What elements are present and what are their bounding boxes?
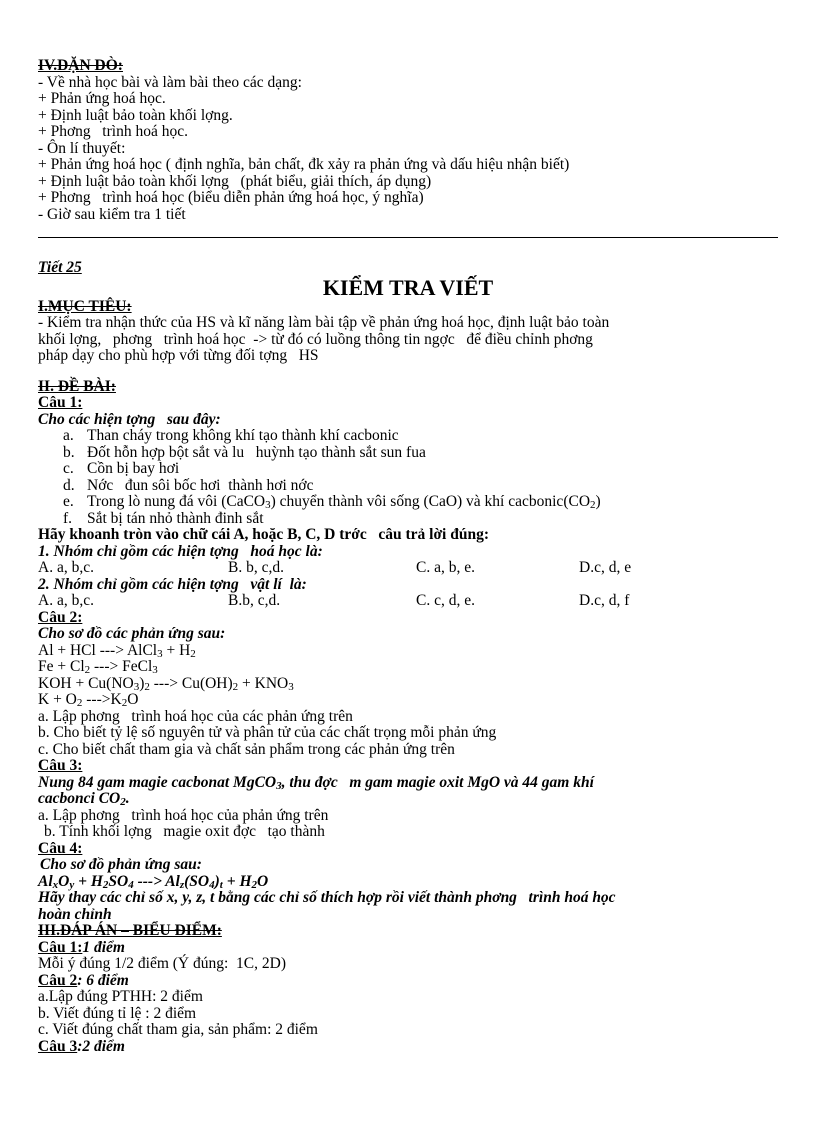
- list-item: b. Đốt hỗn hợp bột sắt và lu huỳnh tạo thành sắt sun fua: [63, 443, 426, 461]
- text-line: pháp dạy cho phù hợp với từng đối tợng HS: [38, 347, 319, 364]
- option-b: B. b, c,d.: [228, 559, 284, 576]
- section-ii-heading: II. ĐỀ BÀI:: [38, 377, 116, 395]
- answer-2-label: Câu 2: 6 điểm: [38, 971, 129, 989]
- text-line: c. Cho biết chất tham gia và chất sản phẩm trong các phản ứng trên: [38, 740, 455, 758]
- question-2-label: Câu 2:: [38, 608, 83, 626]
- answer-3-label: Câu 3:2 điểm: [38, 1037, 125, 1055]
- text-line: c. Viết đúng chất tham gia, sản phẩm: 2 điểm: [38, 1021, 318, 1038]
- equation: Al + HCl ---> AlCl$_3$ + $H_2$: [38, 641, 196, 660]
- text-line: a. Lập phơng trình hoá học của các phản ứng trên: [38, 707, 353, 725]
- horizontal-divider: [38, 237, 778, 238]
- option-a: A. a, b,c.: [38, 559, 94, 576]
- section-iv-heading: IV.DẶN DÒ:: [38, 57, 123, 74]
- question-3-intro: cacbonci $CO_2$.: [38, 790, 130, 808]
- list-item: f. Sắt bị tán nhỏ thành đinh sắt: [63, 509, 264, 527]
- instruction: Hãy khoanh tròn vào chữ cái A, hoặc B, C, D trớc câu trả lời đúng:: [38, 526, 490, 543]
- section-iii-heading: III.ĐÁP ÁN – BIỂU ĐIỂM:: [38, 922, 222, 939]
- text-line: - Kiểm tra nhận thức của HS và kĩ năng làm bài tập về phản ứng hoá học, định luật bảo toàn: [38, 314, 610, 331]
- question-3-intro: Nung 84 gam magie cacbonat MgCO$_3$, thu đợc m gam magie oxit MgO và 44 gam khí: [38, 773, 594, 792]
- text-line: + Phơng trình hoá học (biểu diễn phản ứng hoá học, ý nghĩa): [38, 189, 424, 206]
- equation: KOH + $Cu(NO_3)_2$ ---> $Cu(OH)_2 + KNO_3$: [38, 674, 294, 693]
- text-line: - Giờ sau kiểm tra 1 tiết: [38, 205, 186, 223]
- list-item: e. Trong lò nung đá vôi (CaCO$_3$) chuyển thành vôi sống (CaO) và khí $cacbonic(CO_2)$: [63, 493, 601, 511]
- text-line: + Phản ứng hoá học ( định nghĩa, bản chất, đk xảy ra phản ứng và dấu hiệu nhận biết): [38, 156, 570, 173]
- question-4-task: hoàn chỉnh: [38, 905, 112, 923]
- question-2-intro: Cho sơ đồ các phản ứng sau:: [38, 625, 226, 642]
- text-line: b. Tính khối lợng magie oxit đợc tạo thành: [44, 823, 325, 840]
- text-line: + Định luật bảo toàn khối lợng (phát biểu, giải thích, áp dụng): [38, 172, 432, 190]
- subquestion-2: 2. Nhóm chỉ gồm các hiện tợng vật lí là:: [38, 575, 307, 593]
- page-title: KIỂM TRA VIẾT: [322, 274, 494, 300]
- document-page: [38, 58, 783, 1055]
- question-4-intro: Cho sơ đồ phản ứng sau:: [40, 856, 202, 873]
- option-c: C. c, d, e.: [416, 592, 475, 609]
- list-item: d. Nớc đun sôi bốc hơi thành hơi nớc: [63, 476, 314, 494]
- text-line: + Phơng trình hoá học.: [38, 123, 188, 140]
- list-item: c. Cồn bị bay hơi: [63, 460, 180, 477]
- question-1-label: Câu 1:: [38, 394, 83, 411]
- text-line: - Ôn lí thuyết:: [38, 139, 126, 157]
- answer-options: [38, 593, 783, 610]
- subquestion-1: 1. Nhóm chỉ gồm các hiện tợng hoá học là:: [38, 542, 323, 560]
- text-line: b. Cho biết tỷ lệ số nguyên tử và phân tử của các chất trọng mỗi phản ứng: [38, 724, 497, 741]
- question-4-label: Câu 4:: [38, 839, 83, 857]
- text-line: khối lợng, phơng trình hoá học -> từ đó có luồng thông tin ngợc để điều chỉnh phơng: [38, 330, 593, 348]
- text-line: Mỗi ý đúng 1/2 điểm (Ý đúng: 1C, 2D): [38, 955, 286, 972]
- equation: $K + O_2$ $--->K_2O$: [38, 691, 139, 709]
- text-line: a.Lập đúng PTHH: 2 điểm: [38, 988, 203, 1005]
- answer-options: [38, 560, 783, 577]
- question-3-label: Câu 3:: [38, 757, 83, 774]
- text-line: + Định luật bảo toàn khối lợng.: [38, 106, 233, 124]
- text-line: - Về nhà học bài và làm bài theo các dạng:: [38, 73, 302, 91]
- phenomena-list: [38, 428, 783, 527]
- option-a: A. a, b,c.: [38, 592, 94, 609]
- question-1-intro: Cho các hiện tợng sau đây:: [38, 410, 221, 428]
- text-line: b. Viết đúng tỉ lệ : 2 điểm: [38, 1004, 197, 1022]
- equation: $Fe + Cl_2$ ---> FeCl$_3$: [38, 658, 158, 676]
- option-c: C. a, b, e.: [416, 559, 475, 576]
- option-d: D.c, d, e: [579, 559, 632, 576]
- option-d: D.c, d, f: [579, 592, 630, 609]
- question-4-task: Hãy thay các chỉ số x, y, z, t bằng các chỉ số thích hợp rồi viết thành phơng trình hoá học: [38, 889, 616, 906]
- period-label: Tiết 25: [38, 259, 82, 276]
- text-line: a. Lập phơng trình hoá học của phản ứng trên: [38, 806, 329, 824]
- option-b: B.b, c,d.: [228, 592, 281, 609]
- section-i-heading: I.MỤC TIÊU:: [38, 297, 132, 315]
- text-line: + Phản ứng hoá học.: [38, 90, 166, 107]
- list-item: a. Than cháy trong không khí tạo thành khí cacbonic: [63, 427, 399, 444]
- equation: $Al_xO_y + H_2SO_4$ ---> $Al_z(SO_4)_t + H_2O$: [38, 872, 269, 891]
- answer-1-label: Câu 1:1 điểm: [38, 938, 125, 956]
